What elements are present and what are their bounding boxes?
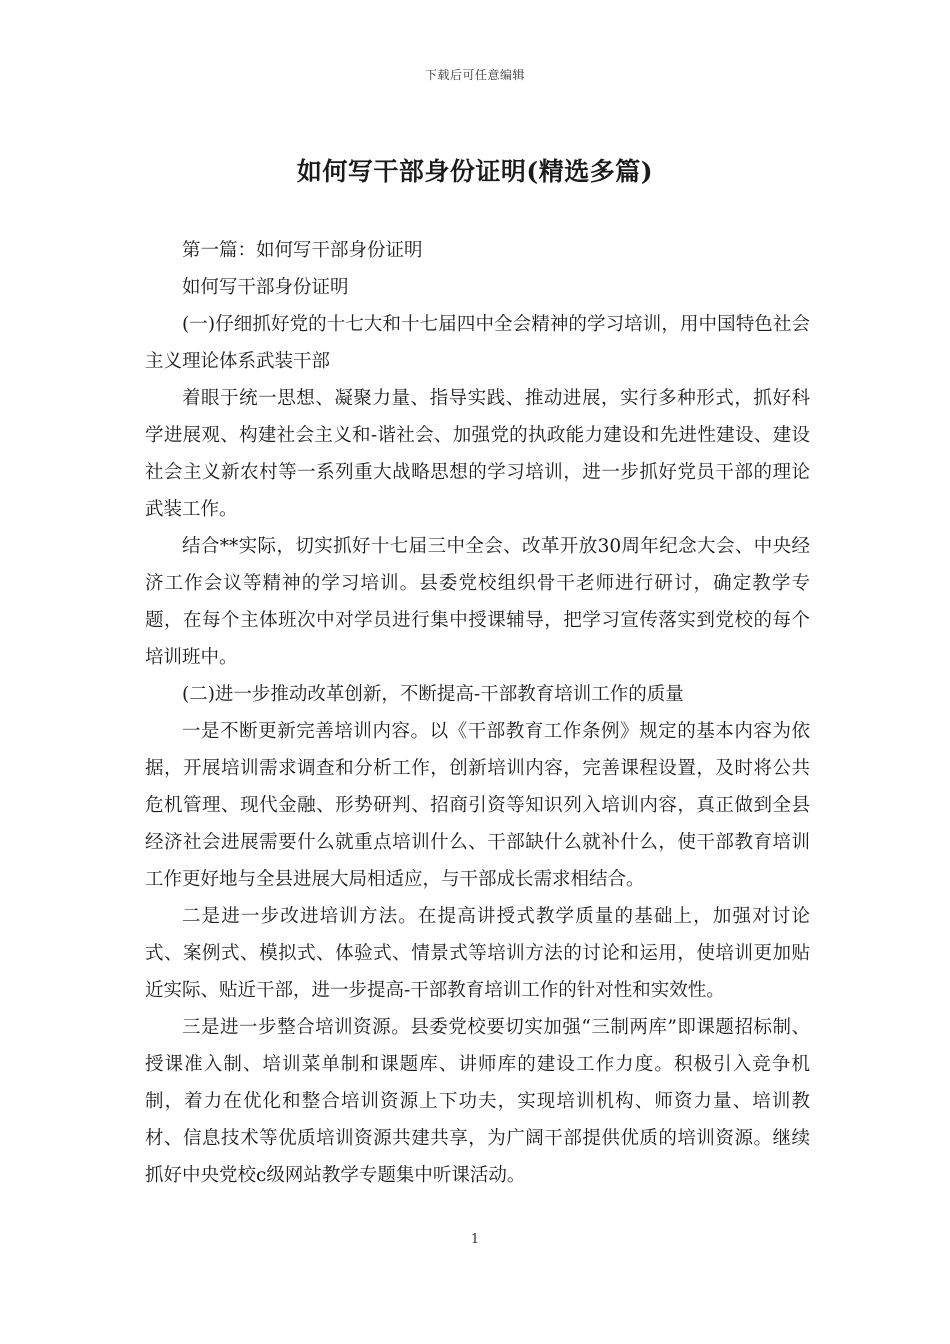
paragraph-section-heading: 第一篇：如何写干部身份证明 [182,240,423,261]
paragraph: 二是进一步改进培训方法。在提高讲授式教学质量的基础上，加强对讨论式、案例式、模拟式、体验式、情景式等培训方法的讨论和运用，使培训更加贴近实际、贴近干部，进一步提高-干部教育培训工作的针对性和实效性。 [145,906,810,1001]
paragraph: 结合**实际，切实抓好十七届三中全会、改革开放30周年纪念大会、中央经济工作会议等精神的学习培训。县委党校组织骨干老师进行研讨，确定教学专题，在每个主体班次中对学员进行集中授课辅导，把学习宣传落实到党校的每个培训班中。 [145,536,810,668]
paragraph: 着眼于统一思想、凝聚力量、指导实践、推动进展，实行多种形式，抓好科学进展观、构建社会主义和-谐社会、加强党的执政能力建设和先进性建设、建设社会主义新农村等一系列重大战略思想的学习培训，进一步抓好党员干部的理论武装工作。 [145,388,810,520]
paragraph-subtitle: 如何写干部身份证明 [182,277,349,298]
document-title: 如何写干部身份证明(精选多篇) [296,157,654,186]
paragraph: 三是进一步整合培训资源。县委党校要切实加强“三制两库”即课题招标制、授课准入制、培训菜单制和课题库、讲师库的建设工作力度。积极引入竞争机制，着力在优化和整合培训资源上下功夫，实现培训机构、师资力量、培训教材、信息技术等优质培训资源共建共享，为广阔干部提供优质的培训资源。继续抓好中央党校c级网站教学专题集中听课活动。 [145,1017,810,1186]
paragraph: 一是不断更新完善培训内容。以《干部教育工作条例》规定的基本内容为依据，开展培训需求调查和分析工作，创新培训内容，完善课程设置，及时将公共危机管理、现代金融、形势研判、招商引资等知识列入培训内容，真正做到全县经济社会进展需要什么就重点培训什么、干部缺什么就补什么，使干部教育培训工作更好地与全县进展大局相适应，与干部成长需求相结合。 [145,721,810,890]
page-number: 1 [470,1232,480,1247]
page-header-note: 下载后可任意编辑 [424,68,525,82]
paragraph-point-one-heading: (一)仔细抓好党的十七大和十七届四中全会精神的学习培训，用中国特色社会主义理论体系武装干部 [145,314,810,372]
paragraph-point-two-heading: (二)进一步推动改革创新，不断提高-干部教育培训工作的质量 [182,684,684,705]
document-body [145,232,810,1194]
